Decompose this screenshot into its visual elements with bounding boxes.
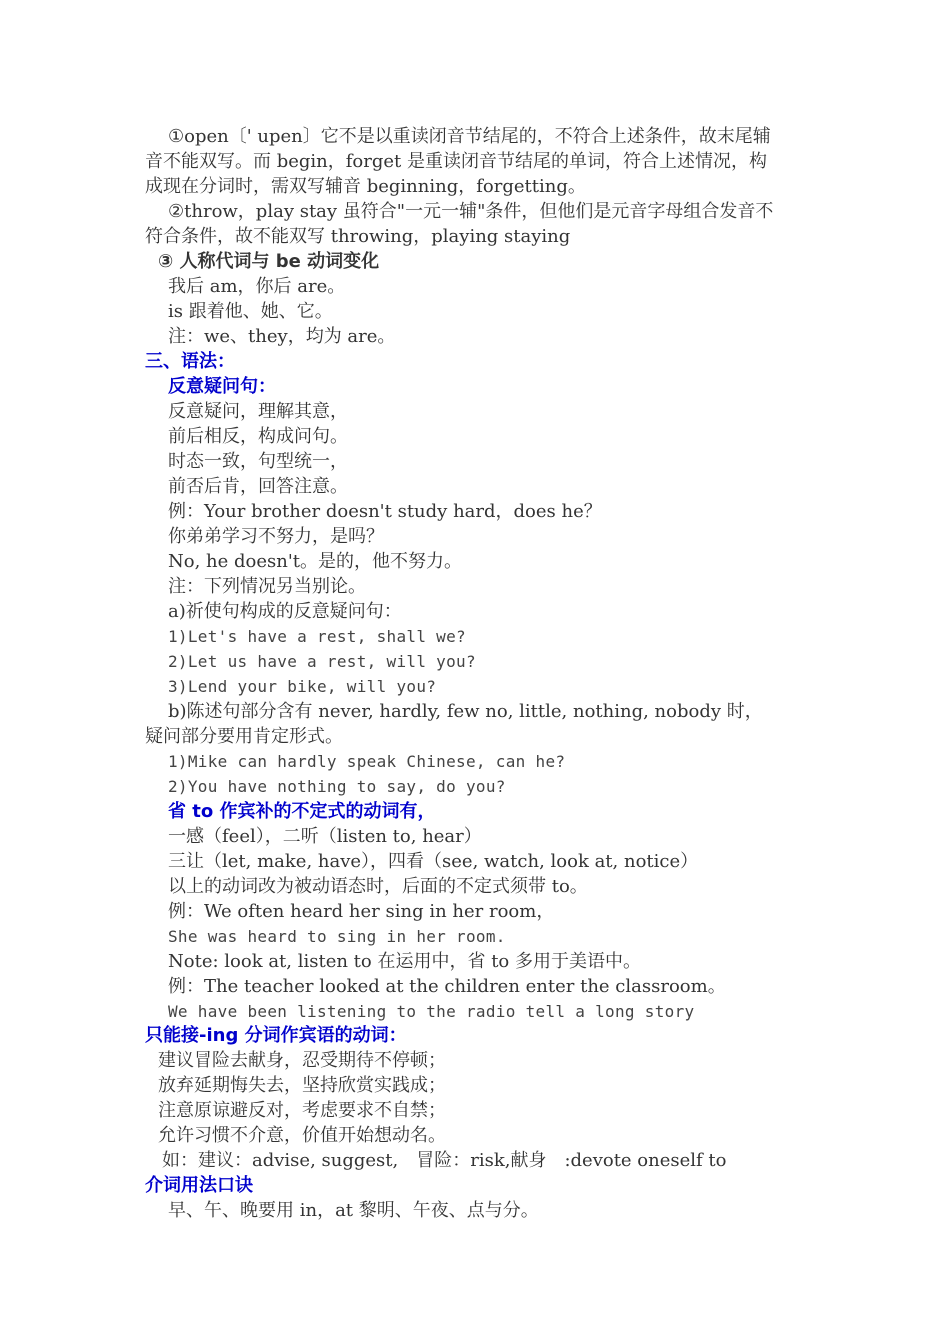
text-line: 成现在分词时，需双写辅音 beginning，forgetting。 [145, 176, 586, 197]
text-line: 时态一致，句型统一， [168, 451, 348, 472]
text-line: 音不能双写。而 begin，forget 是重读闭音节结尾的单词，符合上述情况，构 [145, 151, 767, 172]
text-line: 疑问部分要用肯定形式。 [145, 726, 343, 747]
example-line: 3)Lend your bike, will you? [168, 677, 437, 696]
text-line: 注：下列情况另当别论。 [168, 576, 366, 597]
example-line: 2)You have nothing to say, do you? [168, 777, 506, 796]
text-line: 注：we、they，均为 are。 [168, 326, 396, 347]
subsection-heading: 省 to 作宾补的不定式的动词有， [168, 801, 436, 822]
text-line: a)祈使句构成的反意疑问句： [168, 601, 402, 622]
text-line: b)陈述句部分含有 never, hardly, few no, little, nothing, nobody 时， [168, 701, 763, 722]
section-heading: ③ 人称代词与 be 动词变化 [158, 251, 380, 272]
example-line: 2)Let us have a rest, will you? [168, 652, 476, 671]
text-line: 例：We often heard her sing in her room， [168, 901, 555, 922]
text-line: 我后 am，你后 are。 [168, 276, 346, 297]
text-line: 早、午、晚要用 in，at 黎明、午夜、点与分。 [168, 1200, 539, 1221]
example-line: She was heard to sing in her room. [168, 927, 506, 946]
mnemonic-line: 建议冒险去献身，忍受期待不停顿； [158, 1050, 446, 1071]
example-line: 1)Mike can hardly speak Chinese, can he? [168, 752, 566, 771]
text-line: 一感（feel），二听（listen to, hear） [168, 826, 482, 847]
mnemonic-line: 允许习惯不介意，价值开始想动名。 [158, 1125, 446, 1146]
text-line: 前后相反，构成问句。 [168, 426, 348, 447]
section-heading: 只能接-ing 分词作宾语的动词： [145, 1025, 407, 1046]
text-line: 前否后肯，回答注意。 [168, 476, 348, 497]
example-line: 1)Let's have a rest, shall we? [168, 627, 466, 646]
text-line: Note: look at, listen to 在运用中，省 to 多用于美语中。 [168, 951, 641, 972]
text-line: No, he doesn't。是的，他不努力。 [168, 551, 463, 572]
text-line: 以上的动词改为被动语态时，后面的不定式须带 to。 [168, 876, 588, 897]
text-line: 例：The teacher looked at the children enter the classroom。 [168, 976, 726, 997]
text-line: 如：建议：advise, suggest, 冒险：risk,献身 :devote oneself to [162, 1150, 727, 1171]
text-line: 符合条件，故不能双写 throwing，playing staying [145, 226, 571, 247]
text-line: 你弟弟学习不努力，是吗？ [168, 526, 384, 547]
text-line: 三让（let, make, have），四看（see, watch, look at, notice） [168, 851, 699, 872]
text-line: 例：Your brother doesn't study hard，does he？ [168, 501, 602, 522]
text-line: 反意疑问，理解其意， [168, 401, 348, 422]
mnemonic-line: 放弃延期悔失去，坚持欣赏实践成； [158, 1075, 446, 1096]
subsection-heading: 反意疑问句： [168, 376, 276, 397]
section-heading: 介词用法口诀 [145, 1175, 253, 1196]
mnemonic-line: 注意原谅避反对，考虑要求不自禁； [158, 1100, 446, 1121]
text-line: ②throw，play stay 虽符合"一元一辅"条件，但他们是元音字母组合发音不 [168, 201, 774, 222]
text-line: is 跟着他、她、它。 [168, 301, 333, 322]
section-heading: 三、语法： [145, 351, 235, 372]
text-line: ①open〔' upen〕它不是以重读闭音节结尾的，不符合上述条件，故末尾辅 [168, 126, 771, 147]
example-line: We have been listening to the radio tell a long story [168, 1002, 695, 1021]
